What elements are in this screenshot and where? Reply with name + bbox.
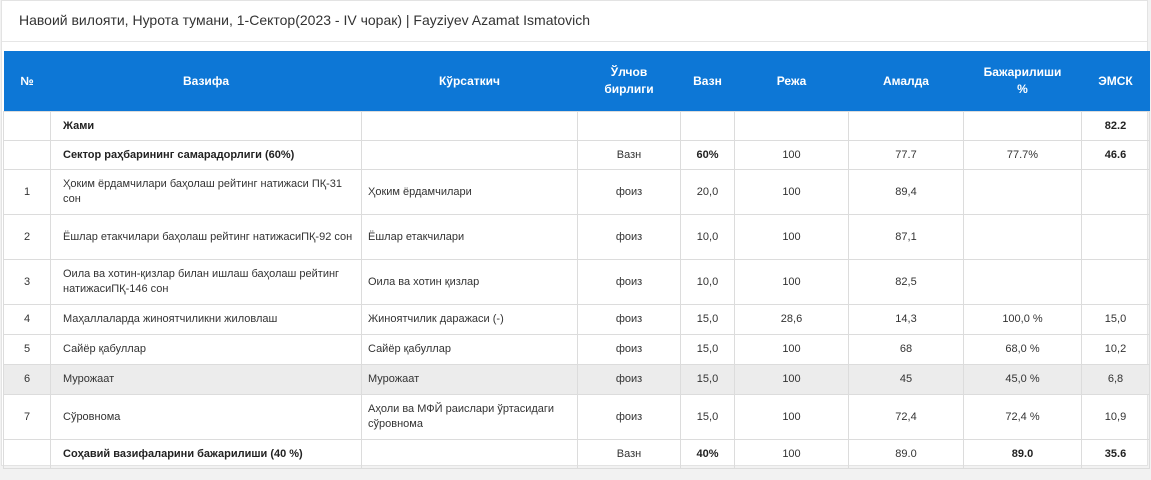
total-weight-cell xyxy=(681,112,735,141)
row-plan: 100 xyxy=(735,395,849,440)
section-row-leader xyxy=(4,141,1150,170)
row-emsk: 10,2 xyxy=(1082,335,1150,365)
col-header-completion[interactable] xyxy=(964,51,1082,112)
col-header-completion-line1: Бажарилиши xyxy=(983,65,1062,79)
table-row-highlighted xyxy=(4,365,1150,395)
section2-plan: 100 xyxy=(735,440,849,469)
row-indicator: Сайёр қабуллар xyxy=(362,335,578,365)
row-unit: фоиз xyxy=(578,395,681,440)
row-indicator: Мурожаат xyxy=(362,365,578,395)
row-num: 4 xyxy=(4,305,51,335)
section2-actual: 89.0 xyxy=(849,440,964,469)
section1-completion: 77.7% xyxy=(964,141,1082,170)
row-num: 5 xyxy=(4,335,51,365)
total-unit-cell xyxy=(578,112,681,141)
row-weight: 10,0 xyxy=(681,215,735,260)
row-num: 1 xyxy=(4,170,51,215)
row-weight: 15,0 xyxy=(681,305,735,335)
row-task: Сўровнома xyxy=(51,395,362,440)
kpi-table xyxy=(3,51,1150,469)
row-indicator: Жиноятчилик даражаси (-) xyxy=(362,305,578,335)
section1-actual: 77.7 xyxy=(849,141,964,170)
section2-emsk: 35.6 xyxy=(1082,440,1150,469)
row-task: Мурожаат xyxy=(51,365,362,395)
row-plan: 100 xyxy=(735,170,849,215)
row-completion xyxy=(964,170,1082,215)
row-task: Ҳоким ёрдамчилари баҳолаш рейтинг натижаси ПҚ-31 сон xyxy=(51,170,362,215)
row-plan: 100 xyxy=(735,260,849,305)
row-actual: 14,3 xyxy=(849,305,964,335)
row-task: Сайёр қабуллар xyxy=(51,335,362,365)
report-card xyxy=(1,0,1148,466)
section1-unit: Вазн xyxy=(578,141,681,170)
row-unit: фоиз xyxy=(578,260,681,305)
row-num: 2 xyxy=(4,215,51,260)
section1-num-cell xyxy=(4,141,51,170)
col-header-plan[interactable]: Режа xyxy=(735,51,849,112)
col-header-unit-line2: бирлиги xyxy=(604,82,654,96)
row-plan: 100 xyxy=(735,365,849,395)
col-header-weight[interactable]: Вазн xyxy=(681,51,735,112)
row-completion: 45,0 % xyxy=(964,365,1082,395)
total-indicator-cell xyxy=(362,112,578,141)
row-actual: 72,4 xyxy=(849,395,964,440)
row-emsk: 15,0 xyxy=(1082,305,1150,335)
row-task: Ёшлар етакчилари баҳолаш рейтинг натижасиПҚ-92 сон xyxy=(51,215,362,260)
row-num: 3 xyxy=(4,260,51,305)
row-num: 7 xyxy=(4,395,51,440)
table-header-row xyxy=(4,51,1150,112)
row-task: Оила ва хотин-қизлар билан ишлаш баҳолаш рейтинг натижасиПҚ-146 сон xyxy=(51,260,362,305)
row-plan: 100 xyxy=(735,215,849,260)
section1-indicator-cell xyxy=(362,141,578,170)
row-emsk xyxy=(1082,170,1150,215)
total-actual-cell xyxy=(849,112,964,141)
section-row-sector-tasks xyxy=(4,440,1150,469)
section2-completion: 89.0 xyxy=(964,440,1082,469)
total-completion-cell xyxy=(964,112,1082,141)
section1-label: Сектор раҳбарининг самарадорлиги (60%) xyxy=(51,141,362,170)
section2-indicator-cell xyxy=(362,440,578,469)
row-actual: 87,1 xyxy=(849,215,964,260)
row-completion: 72,4 % xyxy=(964,395,1082,440)
total-plan-cell xyxy=(735,112,849,141)
total-label: Жами xyxy=(51,112,362,141)
table-row xyxy=(4,170,1150,215)
col-header-actual[interactable]: Амалда xyxy=(849,51,964,112)
row-unit: фоиз xyxy=(578,305,681,335)
row-unit: фоиз xyxy=(578,170,681,215)
section2-num-cell xyxy=(4,440,51,469)
row-indicator: Оила ва хотин қизлар xyxy=(362,260,578,305)
row-actual: 82,5 xyxy=(849,260,964,305)
col-header-unit[interactable] xyxy=(578,51,681,112)
section1-plan: 100 xyxy=(735,141,849,170)
row-indicator: Аҳоли ва МФЙ раислари ўртасидаги сўровнома xyxy=(362,395,578,440)
table-row xyxy=(4,260,1150,305)
total-emsk: 82.2 xyxy=(1082,112,1150,141)
row-weight: 10,0 xyxy=(681,260,735,305)
row-emsk xyxy=(1082,260,1150,305)
row-indicator: Ёшлар етакчилари xyxy=(362,215,578,260)
table-row xyxy=(4,305,1150,335)
row-unit: фоиз xyxy=(578,335,681,365)
section2-label: Соҳавий вазифаларини бажарилиши (40 %) xyxy=(51,440,362,469)
row-emsk: 6,8 xyxy=(1082,365,1150,395)
section2-weight: 40% xyxy=(681,440,735,469)
section2-unit: Вазн xyxy=(578,440,681,469)
row-actual: 45 xyxy=(849,365,964,395)
col-header-emsk[interactable]: ЭМСК xyxy=(1082,51,1150,112)
table-row xyxy=(4,395,1150,440)
row-plan: 100 xyxy=(735,335,849,365)
row-weight: 15,0 xyxy=(681,335,735,365)
col-header-unit-line1: Ўлчов xyxy=(610,65,648,79)
section1-emsk: 46.6 xyxy=(1082,141,1150,170)
table-row xyxy=(4,335,1150,365)
row-completion: 68,0 % xyxy=(964,335,1082,365)
col-header-num[interactable]: № xyxy=(4,51,51,112)
section1-weight: 60% xyxy=(681,141,735,170)
row-actual: 68 xyxy=(849,335,964,365)
row-actual: 89,4 xyxy=(849,170,964,215)
row-unit: фоиз xyxy=(578,215,681,260)
row-indicator: Ҳоким ёрдамчилари xyxy=(362,170,578,215)
row-num: 6 xyxy=(4,365,51,395)
row-weight: 20,0 xyxy=(681,170,735,215)
row-task: Маҳаллаларда жиноятчиликни жиловлаш xyxy=(51,305,362,335)
col-header-indicator[interactable]: Кўрсаткич xyxy=(362,51,578,112)
row-unit: фоиз xyxy=(578,365,681,395)
col-header-completion-line2: % xyxy=(1017,82,1028,96)
row-completion xyxy=(964,260,1082,305)
row-completion xyxy=(964,215,1082,260)
table-row xyxy=(4,215,1150,260)
title-divider xyxy=(2,41,1147,42)
row-plan: 28,6 xyxy=(735,305,849,335)
row-emsk xyxy=(1082,215,1150,260)
row-emsk: 10,9 xyxy=(1082,395,1150,440)
row-completion: 100,0 % xyxy=(964,305,1082,335)
col-header-task[interactable]: Вазифа xyxy=(51,51,362,112)
page-title: Навоий вилояти, Нурота тумани, 1-Сектор(2023 - IV чорак) | Fayziyev Azamat Ismatovich xyxy=(19,12,591,28)
total-row xyxy=(4,112,1150,141)
row-weight: 15,0 xyxy=(681,365,735,395)
row-weight: 15,0 xyxy=(681,395,735,440)
total-num-cell xyxy=(4,112,51,141)
